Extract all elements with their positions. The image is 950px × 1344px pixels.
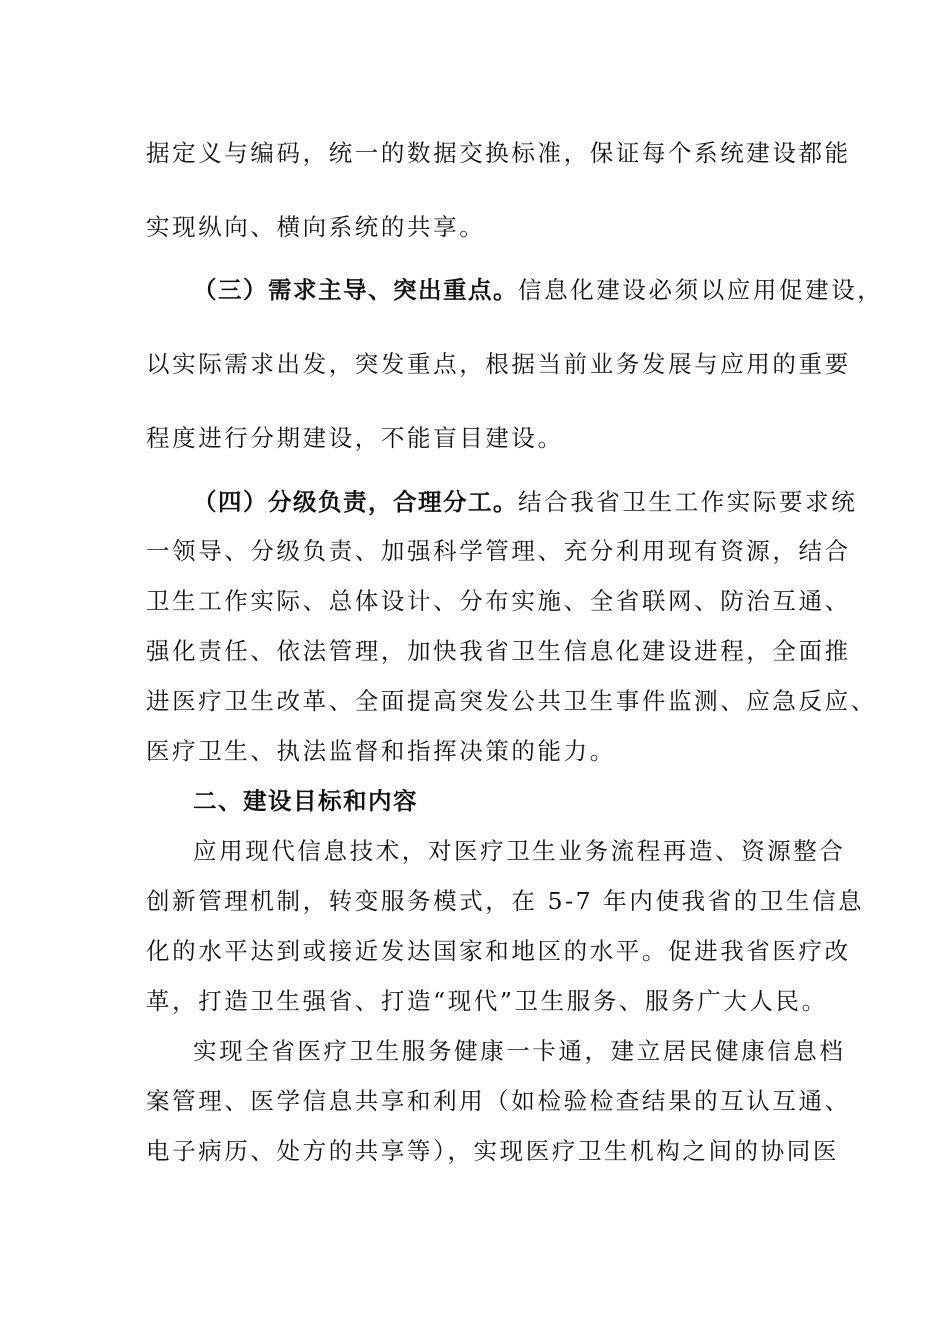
p3-heading: （四）分级负责，合理分工。 xyxy=(193,488,518,516)
p4-line-1: 应用现代信息技术，对医疗卫生业务流程再造、资源整合 xyxy=(193,837,846,865)
section-heading: 二、建设目标和内容 xyxy=(193,787,418,815)
p3-line-4: 强化责任、依法管理，加快我省卫生信息化建设进程，全面推 xyxy=(146,637,851,665)
p3-line-5: 进医疗卫生改革、全面提高突发公共卫生事件监测、应急反应、 xyxy=(146,687,877,715)
p1-line-1: 据定义与编码，统一的数据交换标准，保证每个系统建设都能 xyxy=(146,139,851,167)
p3-line-6: 医疗卫生、执法监督和指挥决策的能力。 xyxy=(146,737,616,765)
p2-line-1 xyxy=(193,275,883,305)
p5-line-3: 电子病历、处方的共享等），实现医疗卫生机构之间的协同医 xyxy=(146,1137,839,1165)
p3-line-1-text: 结合我省卫生工作实际要求统 xyxy=(518,488,858,516)
p3-line-1 xyxy=(193,487,857,517)
p3-line-3: 卫生工作实际、总体设计、分布实施、全省联网、防治互通、 xyxy=(146,587,851,615)
p2-heading: （三）需求主导、突出重点。 xyxy=(193,276,518,304)
p2-line-2: 以实际需求出发，突发重点，根据当前业务发展与应用的重要 xyxy=(146,350,851,378)
p2-line-1-text: 信息化建设必须以应用促建设， xyxy=(518,276,884,304)
p4-line-2: 创新管理机制，转变服务模式，在 5-7 年内使我省的卫生信息 xyxy=(146,887,865,915)
p1-line-2: 实现纵向、横向系统的共享。 xyxy=(146,213,486,241)
p4-line-4: 革，打造卫生强省、打造“现代”卫生服务、服务广大人民。 xyxy=(146,987,828,1015)
p4-line-3: 化的水平达到或接近发达国家和地区的水平。促进我省医疗改 xyxy=(146,937,851,965)
p3-line-2: 一领导、分级负责、加强科学管理、充分利用现有资源，结合 xyxy=(146,537,851,565)
p5-line-1: 实现全省医疗卫生服务健康一卡通，建立居民健康信息档 xyxy=(193,1037,846,1065)
p5-line-2: 案管理、医学信息共享和利用（如检验检查结果的互认互通、 xyxy=(146,1087,851,1115)
p2-line-3: 程度进行分期建设，不能盲目建设。 xyxy=(146,424,564,452)
